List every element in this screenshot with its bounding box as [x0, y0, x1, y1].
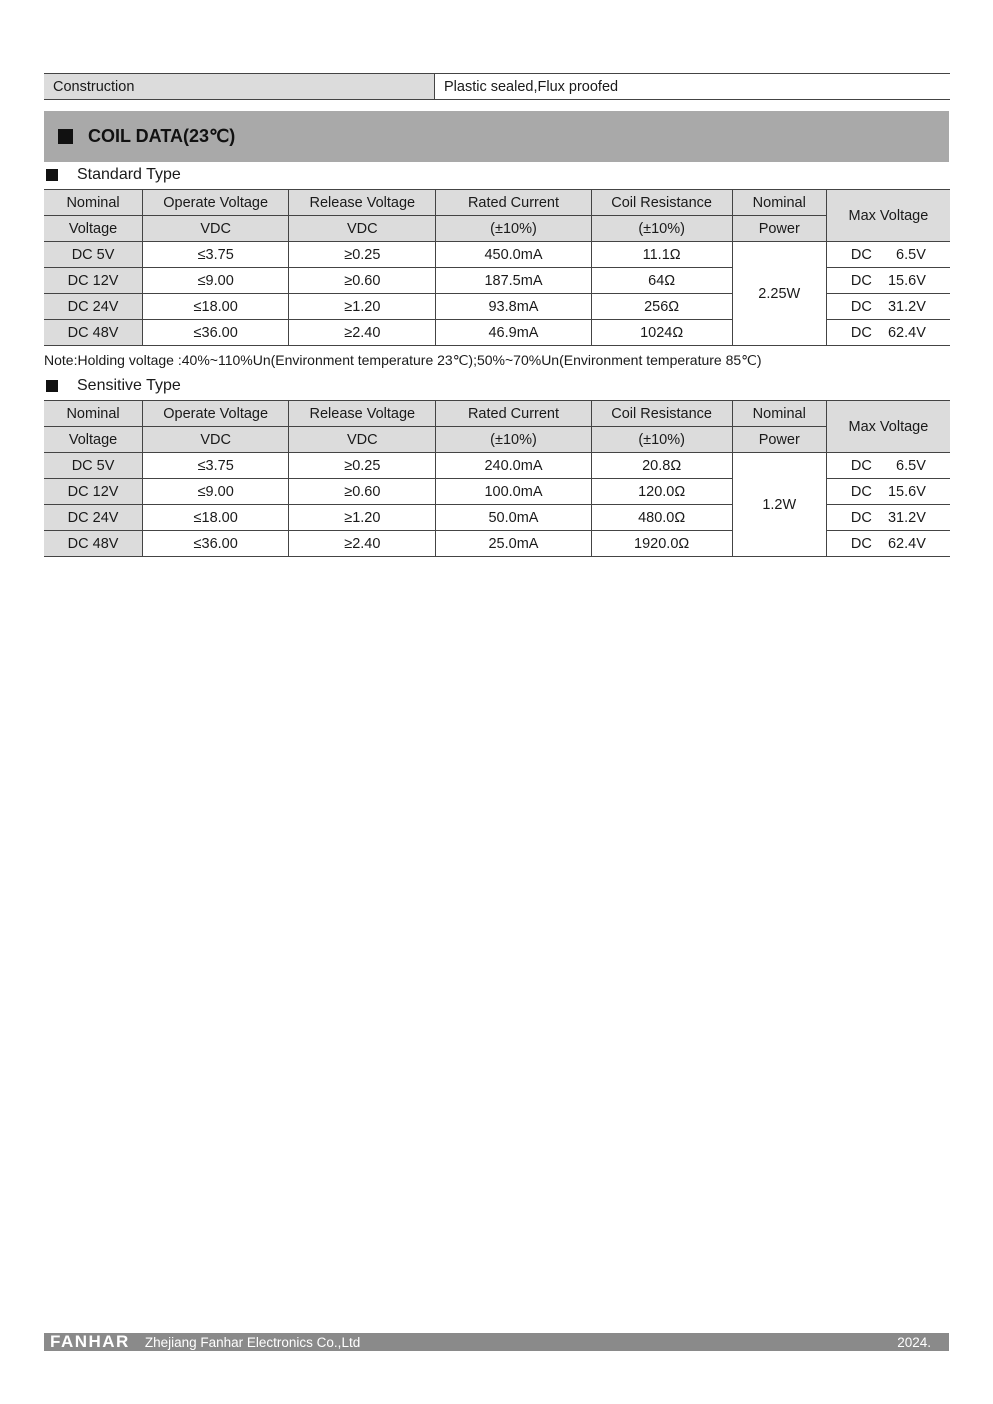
max-voltage-cell: DC 62.4V	[826, 531, 950, 557]
header-rated-current: Rated Current	[436, 190, 591, 216]
rated-current-cell: 46.9mA	[436, 320, 591, 346]
table-header-row	[44, 427, 950, 453]
operate-voltage-cell: ≤36.00	[143, 320, 289, 346]
sensitive-coil-table	[44, 400, 950, 557]
rated-current-cell: 100.0mA	[436, 479, 591, 505]
header-operate-voltage-unit: VDC	[143, 216, 289, 242]
sensitive-type-heading	[46, 377, 181, 395]
coil-resistance-cell: 11.1Ω	[591, 242, 732, 268]
table-row	[44, 453, 950, 479]
operate-voltage-cell: ≤18.00	[143, 294, 289, 320]
table-header-row	[44, 216, 950, 242]
header-rated-current-tolerance: (±10%)	[436, 427, 591, 453]
rated-current-cell: 93.8mA	[436, 294, 591, 320]
header-nominal-power-unit: Power	[732, 216, 826, 242]
operate-voltage-cell: ≤3.75	[143, 242, 289, 268]
header-operate-voltage: Operate Voltage	[143, 190, 289, 216]
release-voltage-cell: ≥2.40	[289, 320, 436, 346]
table-header-row	[44, 401, 950, 427]
footer-year: 2024.	[897, 1334, 931, 1350]
operate-voltage-cell: ≤9.00	[143, 479, 289, 505]
section-title: COIL DATA(23℃)	[88, 126, 236, 146]
max-voltage-cell: DC 31.2V	[826, 294, 950, 320]
rated-current-cell: 25.0mA	[436, 531, 591, 557]
header-nominal-voltage-unit: Voltage	[44, 427, 143, 453]
rated-current-cell: 450.0mA	[436, 242, 591, 268]
header-rated-current: Rated Current	[436, 401, 591, 427]
coil-resistance-cell: 1920.0Ω	[591, 531, 732, 557]
company-name: Zhejiang Fanhar Electronics Co.,Ltd	[144, 1334, 361, 1350]
rated-current-cell: 50.0mA	[436, 505, 591, 531]
header-release-voltage-unit: VDC	[289, 427, 436, 453]
coil-resistance-cell: 256Ω	[591, 294, 732, 320]
construction-label: Construction	[44, 74, 435, 100]
header-coil-resistance-tolerance: (±10%)	[591, 427, 732, 453]
max-voltage-cell: DC 15.6V	[826, 479, 950, 505]
coil-resistance-cell: 1024Ω	[591, 320, 732, 346]
header-max-voltage: Max Voltage	[826, 401, 950, 453]
construction-value: Plastic sealed,Flux proofed	[435, 74, 951, 100]
construction-table	[44, 73, 950, 100]
standard-coil-table	[44, 189, 950, 346]
release-voltage-cell: ≥0.25	[289, 242, 436, 268]
table-row	[44, 242, 950, 268]
operate-voltage-cell: ≤9.00	[143, 268, 289, 294]
release-voltage-cell: ≥2.40	[289, 531, 436, 557]
header-operate-voltage: Operate Voltage	[143, 401, 289, 427]
operate-voltage-cell: ≤18.00	[143, 505, 289, 531]
release-voltage-cell: ≥1.20	[289, 505, 436, 531]
coil-resistance-cell: 20.8Ω	[591, 453, 732, 479]
rated-current-cell: 240.0mA	[436, 453, 591, 479]
nominal-voltage-cell: DC 5V	[44, 242, 143, 268]
coil-resistance-cell: 64Ω	[591, 268, 732, 294]
nominal-voltage-cell: DC 48V	[44, 320, 143, 346]
nominal-voltage-cell: DC 12V	[44, 479, 143, 505]
max-voltage-cell: DC 15.6V	[826, 268, 950, 294]
nominal-voltage-cell: DC 5V	[44, 453, 143, 479]
nominal-voltage-cell: DC 24V	[44, 294, 143, 320]
header-release-voltage: Release Voltage	[289, 190, 436, 216]
max-voltage-cell: DC 62.4V	[826, 320, 950, 346]
page-footer	[44, 1333, 949, 1351]
release-voltage-cell: ≥0.60	[289, 479, 436, 505]
header-rated-current-tolerance: (±10%)	[436, 216, 591, 242]
section-header	[44, 111, 949, 162]
rated-current-cell: 187.5mA	[436, 268, 591, 294]
table-header-row	[44, 190, 950, 216]
header-nominal-power-unit: Power	[732, 427, 826, 453]
header-nominal-voltage: Nominal	[44, 401, 143, 427]
nominal-voltage-cell: DC 12V	[44, 268, 143, 294]
header-nominal-power: Nominal	[732, 190, 826, 216]
header-nominal-voltage-unit: Voltage	[44, 216, 143, 242]
standard-type-title: Standard Type	[77, 166, 181, 183]
construction-row	[44, 74, 950, 100]
holding-voltage-note: Note:Holding voltage :40%~110%Un(Environment temperature 23℃);50%~70%Un(Environment temperature 85℃)	[44, 352, 762, 368]
header-nominal-voltage: Nominal	[44, 190, 143, 216]
operate-voltage-cell: ≤36.00	[143, 531, 289, 557]
standard-type-heading	[46, 166, 181, 184]
fanhar-logo: FANHAR	[50, 1332, 130, 1351]
header-nominal-power: Nominal	[732, 401, 826, 427]
nominal-voltage-cell: DC 24V	[44, 505, 143, 531]
max-voltage-cell: DC 6.5V	[826, 242, 950, 268]
release-voltage-cell: ≥0.60	[289, 268, 436, 294]
max-voltage-cell: DC 6.5V	[826, 453, 950, 479]
nominal-voltage-cell: DC 48V	[44, 531, 143, 557]
header-release-voltage: Release Voltage	[289, 401, 436, 427]
square-bullet-icon	[46, 169, 58, 181]
square-bullet-icon	[46, 380, 58, 392]
sensitive-type-title: Sensitive Type	[77, 377, 181, 394]
operate-voltage-cell: ≤3.75	[143, 453, 289, 479]
max-voltage-cell: DC 31.2V	[826, 505, 950, 531]
header-coil-resistance: Coil Resistance	[591, 401, 732, 427]
header-coil-resistance: Coil Resistance	[591, 190, 732, 216]
square-bullet-icon	[58, 129, 73, 144]
header-operate-voltage-unit: VDC	[143, 427, 289, 453]
release-voltage-cell: ≥0.25	[289, 453, 436, 479]
nominal-power-cell: 1.2W	[732, 453, 826, 557]
header-release-voltage-unit: VDC	[289, 216, 436, 242]
header-max-voltage: Max Voltage	[826, 190, 950, 242]
nominal-power-cell: 2.25W	[732, 242, 826, 346]
coil-resistance-cell: 480.0Ω	[591, 505, 732, 531]
release-voltage-cell: ≥1.20	[289, 294, 436, 320]
header-coil-resistance-tolerance: (±10%)	[591, 216, 732, 242]
coil-resistance-cell: 120.0Ω	[591, 479, 732, 505]
